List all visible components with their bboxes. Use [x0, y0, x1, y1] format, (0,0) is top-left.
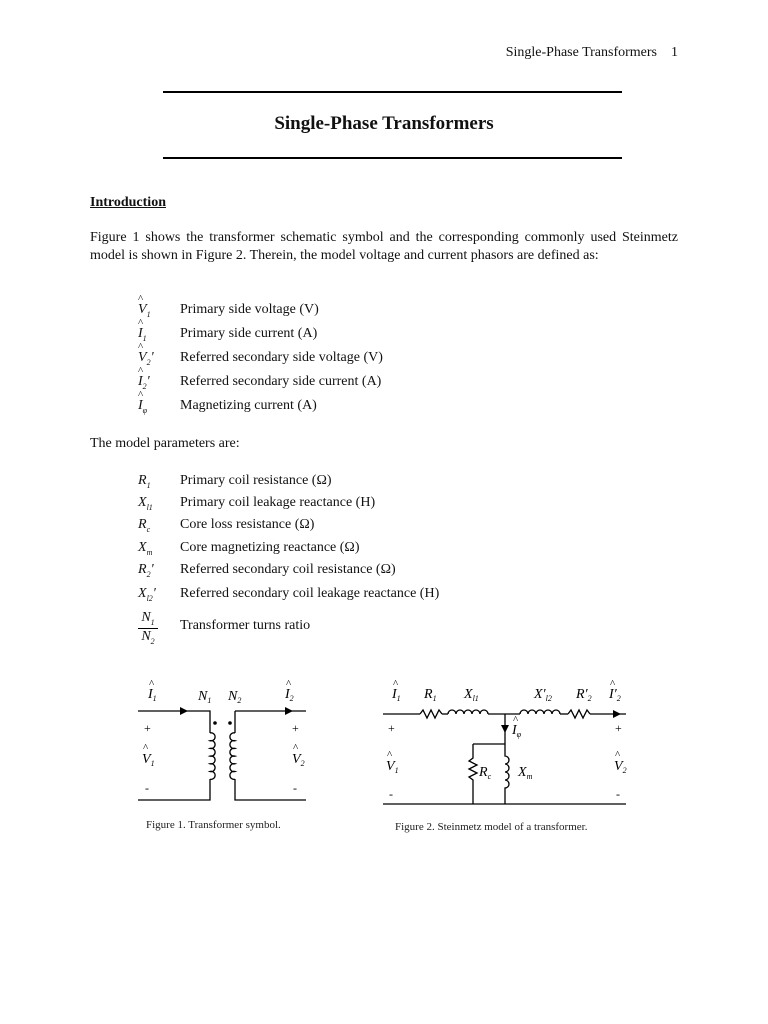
intro-paragraph: Figure 1 shows the transformer schematic symbol and the corresponding commonly used Steinmetz model is shown in Figure 2. Therein, the model voltage and current phasors are defined as: — [90, 230, 678, 263]
title-rule-bottom — [163, 157, 622, 159]
page-number: 1 — [671, 45, 678, 60]
running-header — [506, 45, 678, 61]
parameter-description: Primary coil leakage reactance (H) — [180, 495, 376, 510]
figure1-caption: Figure 1. Transformer symbol. — [146, 819, 281, 831]
fig2-iphi-hat: ^ — [513, 714, 519, 726]
phasor-description: Referred secondary side voltage (V) — [180, 350, 383, 365]
fig2-r2-resistor — [568, 710, 590, 718]
parameter-symbol: $X_{l1}$ — [138, 495, 153, 512]
phasor-description: Referred secondary side current (A) — [180, 374, 382, 389]
fig1-v2-label: $V_2$ — [292, 752, 305, 768]
fig2-rc-resistor — [469, 744, 477, 804]
phasor-symbol: ^ $I_2'$ — [138, 374, 178, 391]
phasor-description: Magnetizing current (A) — [180, 398, 317, 413]
fig2-i1-label: $I_1$ — [392, 687, 401, 703]
fig2-r1-resistor — [420, 710, 442, 718]
fig1-minus-right: - — [293, 781, 297, 795]
fig2-i2-hat: ^ — [610, 678, 616, 690]
fig2-i2-arrow — [613, 710, 621, 718]
fig1-plus-right: + — [292, 721, 299, 735]
turns-ratio-description: Transformer turns ratio — [180, 618, 311, 633]
fig2-xl2-inductor — [520, 710, 560, 714]
running-title: Single-Phase Transformers — [505, 45, 657, 60]
phasor-description: Primary side current (A) — [180, 326, 318, 341]
title-rule-top — [163, 91, 622, 93]
parameter-symbol: $R_c$ — [138, 517, 151, 534]
parameter-description: Referred secondary coil resistance (Ω) — [180, 562, 396, 577]
fig2-xm-label: $X_m$ — [518, 765, 533, 781]
fig1-i1-arrow — [180, 707, 188, 715]
fig2-xl1-label: $X_{l1}$ — [464, 687, 479, 703]
phasor-symbol: ^ $I_1$ — [138, 326, 178, 343]
parameter-symbol: $X_{l2}'$ — [138, 586, 156, 603]
parameter-description: Primary coil resistance (Ω) — [180, 473, 332, 488]
fig1-i2-label: $I_2$ — [285, 687, 294, 703]
phasor-symbol: ^ $V_1$ — [138, 302, 178, 319]
fig2-minus-right: - — [616, 787, 620, 801]
parameter-description: Core magnetizing reactance (Ω) — [180, 540, 360, 555]
fig2-xm-inductor — [505, 744, 509, 804]
fig2-v2-hat: ^ — [615, 749, 621, 761]
parameter-description: Core loss resistance (Ω) — [180, 517, 315, 532]
fig2-r2-label: $R'_2$ — [576, 687, 592, 703]
fig1-v2-hat: ^ — [293, 742, 299, 754]
fig1-primary-coil — [210, 733, 215, 780]
parameter-symbol: $X_m$ — [138, 540, 153, 557]
fig1-i2-hat: ^ — [286, 678, 292, 690]
fig1-dot-primary — [213, 721, 217, 725]
fig1-i2-arrow — [285, 707, 293, 715]
figure2-steinmetz-model — [378, 678, 638, 838]
fig2-xl2-label: $X'_{l2}$ — [534, 687, 552, 703]
parameter-symbol: $R_2'$ — [138, 562, 154, 579]
fig2-v1-label: $V_1$ — [386, 759, 399, 775]
phasor-description: Primary side voltage (V) — [180, 302, 319, 317]
fig1-n2-label: $N_2$ — [228, 689, 242, 705]
fig2-v1-hat: ^ — [387, 749, 393, 761]
fig1-secondary-coil — [230, 733, 235, 780]
fig2-i1-hat: ^ — [393, 678, 399, 690]
fig1-dot-secondary — [228, 721, 232, 725]
page-title: Single-Phase Transformers — [274, 113, 494, 134]
figure2-caption: Figure 2. Steinmetz model of a transformer. — [395, 821, 588, 833]
phasor-symbol: ^ $V_2'$ — [138, 350, 178, 367]
fig2-r1-label: $R_1$ — [424, 687, 437, 703]
fig2-plus-left: + — [388, 721, 395, 735]
fig1-v1-hat: ^ — [143, 742, 149, 754]
figure1-transformer-symbol — [128, 678, 328, 838]
fig1-minus-left: - — [145, 781, 149, 795]
fig2-iphi-label: $I_\varphi$ — [512, 723, 522, 739]
fig2-i2-label: $I'_2$ — [609, 687, 621, 703]
fig2-minus-left: - — [389, 787, 393, 801]
fig1-n1-label: $N_1$ — [198, 689, 212, 705]
fig2-v2-label: $V_2$ — [614, 759, 627, 775]
phasor-symbol: ^ $I_\varphi$ — [138, 398, 178, 415]
parameter-description: Referred secondary coil leakage reactance (H) — [180, 586, 440, 601]
fig1-plus-left: + — [144, 721, 151, 735]
fig1-i1-label: $I_1$ — [148, 687, 157, 703]
fig2-xl1-inductor — [448, 710, 488, 714]
fig2-plus-right: + — [615, 721, 622, 735]
fig2-iphi-arrow — [501, 725, 509, 733]
params-lead: The model parameters are: — [90, 436, 240, 451]
fig2-rc-label: $R_c$ — [479, 765, 492, 781]
parameter-symbol: $R_1$ — [138, 473, 151, 490]
fig1-v1-label: $V_1$ — [142, 752, 155, 768]
turns-ratio-fraction: $\frac{N_1}{N_2}$ — [138, 610, 158, 646]
fig1-i1-hat: ^ — [149, 678, 155, 690]
section-heading: Introduction — [90, 195, 166, 210]
